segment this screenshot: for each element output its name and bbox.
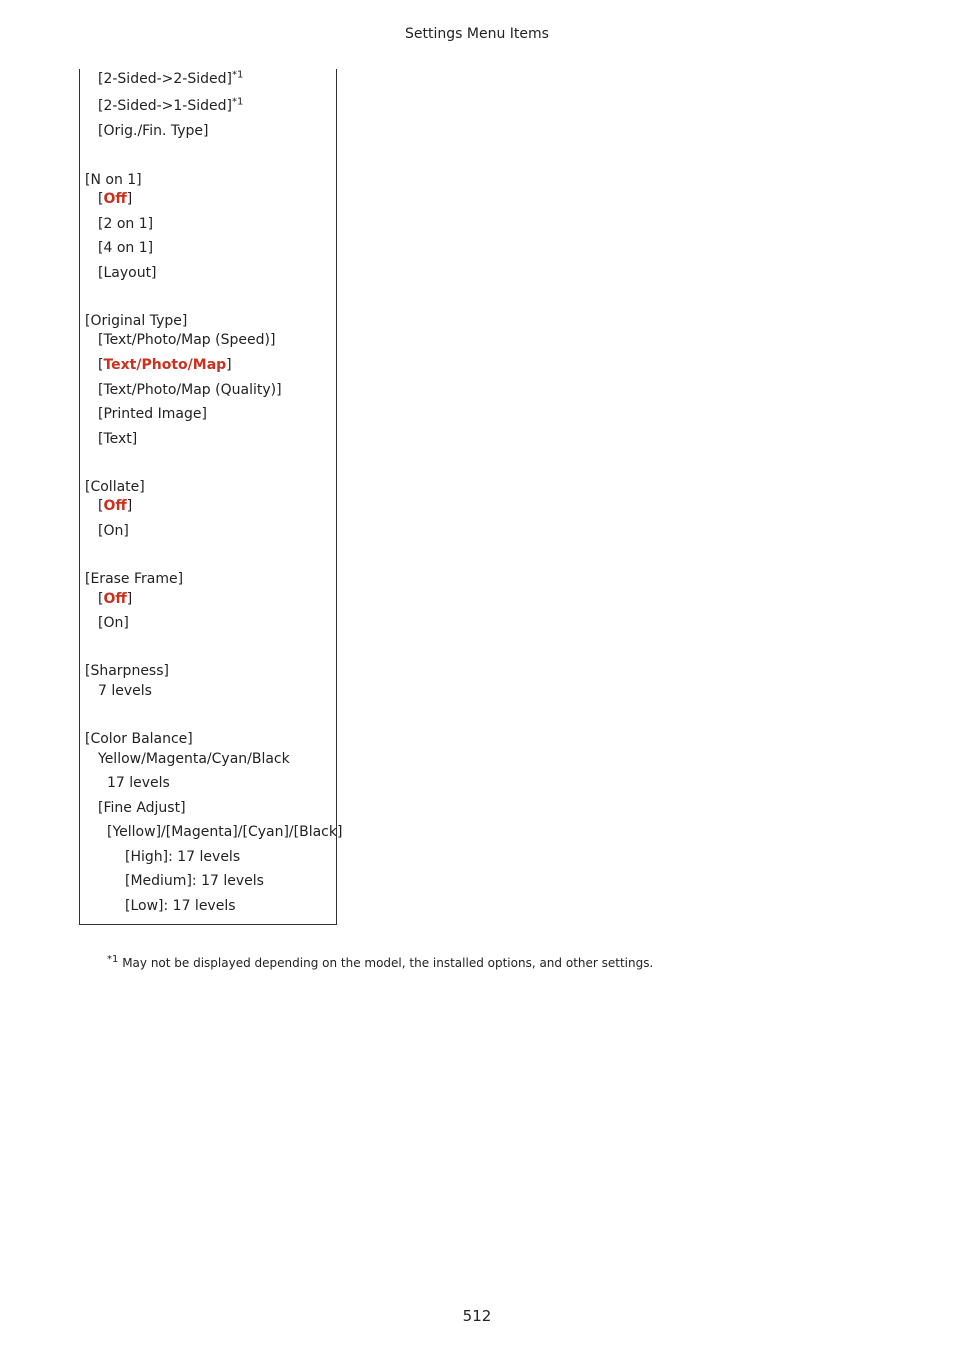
menu-item-orig-fin-type: [Orig./Fin. Type] bbox=[98, 123, 209, 139]
footnote-text: May not be displayed depending on the model, the installed options, and other settings. bbox=[122, 956, 654, 970]
menu-option-erase-off-default: [Off] bbox=[98, 591, 133, 607]
menu-heading-color-balance: [Color Balance] bbox=[85, 731, 193, 747]
settings-menu-box bbox=[79, 69, 343, 925]
footnote-mark: *1 bbox=[231, 69, 244, 81]
menu-option-fine-adjust: [Fine Adjust] bbox=[98, 800, 186, 816]
menu-heading-erase-frame: [Erase Frame] bbox=[85, 571, 184, 587]
menu-value-low: [Low]: 17 levels bbox=[125, 898, 236, 914]
menu-option-4on1: [4 on 1] bbox=[98, 240, 154, 256]
menu-option-erase-on: [On] bbox=[98, 615, 129, 631]
footnote-mark: *1 bbox=[107, 954, 119, 965]
menu-item-2sided-2sided: [2-Sided->2-Sided]$^{*1}$ bbox=[98, 69, 244, 87]
menu-heading-n-on-1: [N on 1] bbox=[85, 172, 142, 188]
page-number: 512 bbox=[462, 1307, 492, 1325]
menu-option-collate-off-default: [Off] bbox=[98, 498, 133, 514]
menu-option-ymck: Yellow/Magenta/Cyan/Black bbox=[98, 751, 290, 767]
menu-value-sharpness-levels: 7 levels bbox=[98, 683, 152, 699]
menu-item-2sided-1sided: [2-Sided->1-Sided]$^{*1}$ bbox=[98, 96, 244, 114]
menu-value-high: [High]: 17 levels bbox=[125, 849, 241, 865]
menu-heading-collate: [Collate] bbox=[85, 479, 145, 495]
menu-option-text-photo-map-default: [Text/Photo/Map] bbox=[98, 357, 232, 373]
menu-value-medium: [Medium]: 17 levels bbox=[125, 873, 264, 889]
menu-option-layout: [Layout] bbox=[98, 265, 157, 281]
menu-option-n-off-default: [Off] bbox=[98, 191, 133, 207]
footnote bbox=[107, 956, 653, 970]
menu-option-text-photo-map-speed: [Text/Photo/Map (Speed)] bbox=[98, 332, 276, 348]
menu-option-2on1: [2 on 1] bbox=[98, 216, 154, 232]
menu-option-fine-adjust-colors: [Yellow]/[Magenta]/[Cyan]/[Black] bbox=[107, 824, 343, 840]
footnote-mark: *1 bbox=[231, 96, 244, 108]
menu-option-text: [Text] bbox=[98, 431, 138, 447]
menu-heading-sharpness: [Sharpness] bbox=[85, 663, 169, 679]
page-header: Settings Menu Items bbox=[405, 26, 549, 42]
menu-option-printed-image: [Printed Image] bbox=[98, 406, 207, 422]
menu-option-collate-on: [On] bbox=[98, 523, 129, 539]
menu-option-text-photo-map-quality: [Text/Photo/Map (Quality)] bbox=[98, 382, 282, 398]
menu-value-ymck-levels: 17 levels bbox=[107, 775, 170, 791]
menu-heading-original-type: [Original Type] bbox=[85, 313, 188, 329]
